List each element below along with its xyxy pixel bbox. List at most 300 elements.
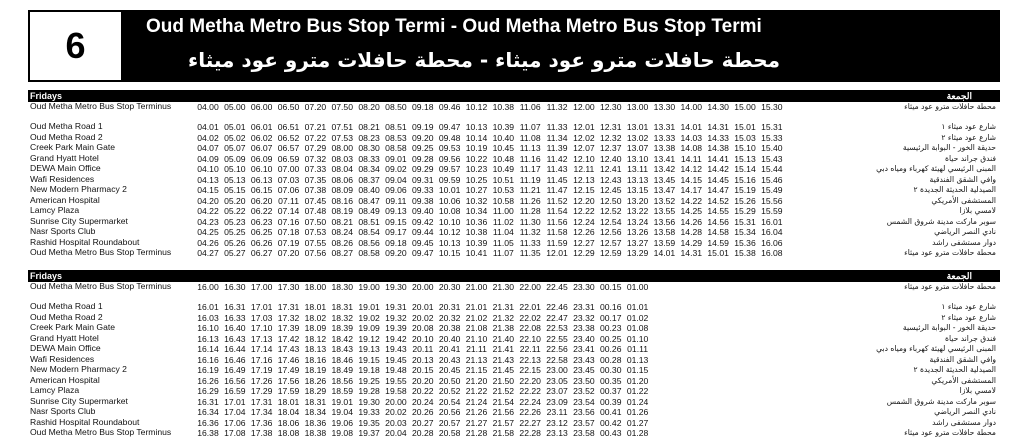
departure-time: 12.52 — [599, 206, 622, 216]
departure-time: 16.30 — [224, 282, 246, 292]
departure-time: 22.53 — [546, 323, 568, 333]
stop-name: Creek Park Main Gate — [30, 142, 116, 152]
departure-time: 10.12 — [438, 227, 461, 237]
departure-time: 14.47 — [707, 185, 729, 195]
departure-time: 19.42 — [385, 333, 407, 344]
departure-time: 21.31 — [492, 302, 515, 312]
departure-time: 12.37 — [599, 143, 622, 153]
table-row — [28, 428, 1000, 448]
departure-time: 11.02 — [492, 216, 514, 227]
departure-time: 08.19 — [331, 206, 353, 216]
departure-time: 05.13 — [224, 174, 246, 185]
departure-time: 09.17 — [385, 227, 407, 237]
departure-time: 15.43 — [761, 153, 783, 164]
stop-name-arabic: نادي النصر الرياضي — [934, 407, 996, 416]
departure-time: 14.33 — [707, 132, 729, 143]
departure-time: 20.28 — [412, 428, 434, 438]
departure-time: 16.38 — [197, 428, 219, 438]
departure-time: 16.01 — [761, 216, 783, 227]
departure-time: 12.59 — [599, 248, 622, 258]
departure-time: 10.25 — [465, 174, 488, 185]
departure-time: 20.54 — [438, 396, 461, 407]
departure-time: 15.36 — [734, 237, 756, 248]
departure-time: 18.04 — [277, 407, 300, 417]
departure-time: 11.32 — [546, 102, 568, 112]
departure-time: 15.01 — [734, 122, 756, 132]
departure-time: 06.22 — [250, 206, 273, 216]
departure-time: 06.00 — [250, 102, 273, 112]
departure-time: 09.29 — [412, 164, 434, 174]
stop-name-arabic: سوبر ماركت مدينة شروق الشمس — [886, 396, 996, 406]
departure-time: 00.41 — [599, 407, 622, 417]
stop-name: DEWA Main Office — [30, 163, 101, 173]
departure-time: 07.21 — [304, 122, 327, 132]
departure-time: 12.54 — [599, 216, 622, 227]
departure-time: 07.38 — [304, 185, 327, 195]
departure-time: 13.47 — [653, 185, 676, 195]
departure-time: 16.29 — [197, 386, 219, 396]
departure-time: 18.09 — [304, 323, 327, 333]
departure-time: 10.23 — [465, 164, 488, 174]
departure-time: 15.59 — [761, 206, 783, 216]
departure-time: 15.33 — [761, 132, 783, 143]
departure-time: 16.10 — [197, 323, 219, 333]
departure-time: 12.30 — [599, 102, 622, 112]
table-row — [28, 313, 1000, 324]
departure-time: 11.42 — [546, 153, 568, 164]
departure-time: 19.06 — [331, 417, 353, 428]
departure-time: 08.04 — [331, 164, 353, 174]
departure-time: 23.57 — [573, 417, 595, 428]
departure-time: 17.34 — [250, 407, 273, 417]
stop-name: DEWA Main Office — [30, 343, 101, 353]
departure-time: 08.03 — [331, 153, 353, 164]
departure-time: 00.35 — [599, 375, 622, 386]
departure-time: 21.40 — [492, 333, 515, 344]
departure-time: 19.45 — [385, 354, 407, 365]
departure-time: 21.41 — [492, 344, 515, 354]
departure-time: 23.52 — [573, 386, 595, 396]
departure-time: 09.56 — [438, 153, 461, 164]
departure-time: 07.06 — [277, 185, 300, 195]
timetable-header — [28, 10, 1000, 82]
departure-time: 21.38 — [492, 323, 515, 333]
departure-time: 01.22 — [626, 386, 649, 396]
departure-time: 22.20 — [519, 375, 541, 386]
departure-time: 17.31 — [250, 396, 273, 407]
stop-name: Oud Metha Road 2 — [30, 131, 103, 142]
departure-time: 15.40 — [761, 143, 783, 153]
departure-time: 10.14 — [465, 132, 488, 143]
departure-time: 09.20 — [385, 248, 407, 258]
departure-time: 13.59 — [653, 237, 676, 248]
departure-time: 16.03 — [197, 312, 219, 323]
stop-name-arabic: وافي الشقق الفندقية — [929, 354, 996, 364]
departure-time: 06.13 — [250, 174, 273, 185]
departure-time: 11.19 — [519, 174, 541, 185]
departure-time: 19.28 — [358, 386, 380, 396]
departure-time: 15.34 — [734, 227, 756, 237]
departure-time: 16.31 — [197, 396, 219, 407]
departure-time: 11.33 — [546, 122, 568, 132]
departure-time: 21.57 — [492, 417, 515, 428]
departure-time: 08.40 — [358, 185, 380, 195]
departure-time: 15.29 — [734, 206, 756, 216]
departure-time: 04.13 — [197, 174, 219, 185]
departure-time: 11.30 — [519, 216, 541, 227]
stop-name-arabic: حديقة الخور - البوابة الرئيسية — [902, 143, 996, 152]
departure-time: 13.13 — [626, 174, 649, 185]
departure-time: 20.50 — [438, 375, 461, 386]
departure-time: 01.20 — [626, 375, 649, 386]
stop-name-arabic: المبنى الرئيسي لهيئة كهرباء ومياه دبي — [876, 164, 996, 173]
departure-time: 23.50 — [573, 375, 595, 386]
departure-time: 17.14 — [250, 344, 273, 354]
departure-time: 09.18 — [412, 102, 434, 112]
departure-time: 04.25 — [197, 227, 219, 237]
departure-time: 19.30 — [385, 282, 407, 292]
departure-time: 08.06 — [331, 174, 353, 185]
departure-time: 12.11 — [573, 164, 595, 174]
departure-time: 13.24 — [626, 216, 649, 227]
departure-time: 10.19 — [465, 143, 488, 153]
departure-time: 04.09 — [197, 153, 219, 164]
departure-time: 10.01 — [438, 185, 461, 195]
departure-time: 08.58 — [385, 143, 407, 153]
departure-time: 12.50 — [599, 195, 622, 206]
departure-time: 11.13 — [519, 143, 541, 153]
departure-time: 11.17 — [519, 164, 541, 174]
section-header — [28, 90, 1000, 102]
departure-time: 16.44 — [224, 344, 246, 354]
departure-time: 04.27 — [197, 248, 219, 258]
departure-time: 09.44 — [412, 227, 434, 237]
departure-time: 11.26 — [519, 195, 541, 206]
departure-time: 22.26 — [519, 407, 541, 417]
departure-time: 23.58 — [573, 428, 595, 438]
table-row — [28, 164, 1000, 175]
stop-name: Oud Metha Metro Bus Stop Terminus — [30, 101, 172, 111]
departure-time: 00.15 — [599, 282, 622, 292]
departure-time: 16.19 — [197, 365, 219, 375]
stop-name: Rashid Hospital Roundabout — [30, 236, 140, 247]
departure-time: 01.27 — [626, 417, 649, 428]
departure-time: 19.37 — [358, 428, 380, 438]
departure-time: 14.08 — [680, 143, 703, 153]
departure-time: 20.11 — [412, 344, 434, 354]
departure-time: 13.15 — [626, 185, 649, 195]
departure-time: 06.23 — [250, 216, 273, 227]
departure-time: 23.41 — [573, 344, 595, 354]
departure-time: 11.05 — [492, 237, 514, 248]
departure-time: 09.04 — [385, 174, 407, 185]
stop-name: Lamcy Plaza — [30, 385, 80, 395]
departure-time: 07.53 — [331, 132, 353, 143]
timetable-section-1 — [28, 90, 1000, 268]
departure-time: 20.27 — [412, 417, 434, 428]
departure-time: 13.30 — [653, 102, 676, 112]
departure-time: 15.00 — [734, 102, 756, 112]
stop-name: New Modern Pharmacy 2 — [30, 364, 127, 374]
departure-time: 11.07 — [492, 248, 514, 258]
departure-time: 19.32 — [385, 312, 407, 323]
departure-time: 07.16 — [277, 216, 300, 227]
departure-time: 01.08 — [626, 323, 649, 333]
departure-time: 07.51 — [331, 122, 353, 132]
departure-time: 06.26 — [250, 237, 273, 248]
departure-time: 19.39 — [385, 323, 407, 333]
departure-time: 04.00 — [197, 102, 219, 112]
departure-time: 14.25 — [680, 206, 703, 216]
departure-time: 23.45 — [573, 365, 595, 375]
departure-time: 17.16 — [250, 354, 273, 365]
departure-time: 15.16 — [734, 174, 756, 185]
departure-time: 08.00 — [331, 143, 353, 153]
departure-time: 05.00 — [224, 102, 246, 112]
departure-time: 17.43 — [277, 344, 300, 354]
departure-time: 21.22 — [465, 386, 488, 396]
departure-time: 20.31 — [438, 302, 461, 312]
departure-time: 04.26 — [197, 237, 219, 248]
departure-time: 21.52 — [492, 386, 515, 396]
departure-time: 06.25 — [250, 227, 273, 237]
departure-time: 14.56 — [707, 216, 729, 227]
departure-time: 05.26 — [224, 237, 246, 248]
stop-name: Grand Hyatt Hotel — [30, 152, 99, 163]
departure-time: 12.40 — [599, 153, 622, 164]
departure-time: 15.46 — [761, 174, 783, 185]
departure-time: 14.55 — [707, 206, 729, 216]
departure-time: 07.53 — [304, 227, 327, 237]
departure-time: 05.02 — [224, 132, 246, 143]
departure-time: 21.32 — [492, 312, 515, 323]
departure-time: 20.26 — [412, 407, 434, 417]
departure-time: 21.43 — [492, 354, 515, 365]
departure-time: 12.57 — [599, 237, 622, 248]
departure-time: 20.57 — [438, 417, 461, 428]
departure-time: 20.08 — [412, 323, 434, 333]
departure-time: 19.48 — [385, 365, 407, 375]
departure-time: 20.03 — [385, 417, 407, 428]
departure-time: 20.40 — [438, 333, 461, 344]
departure-time: 00.42 — [599, 417, 622, 428]
departure-time: 19.04 — [331, 407, 353, 417]
table-row — [28, 238, 1000, 249]
departure-time: 20.02 — [412, 312, 434, 323]
stop-name-arabic: وافي الشقق الفندقية — [929, 174, 996, 184]
stop-name: Creek Park Main Gate — [30, 322, 116, 332]
departure-time: 23.54 — [573, 396, 595, 407]
departure-time: 13.00 — [626, 102, 649, 112]
departure-time: 20.00 — [385, 396, 407, 407]
departure-time: 10.32 — [465, 195, 488, 206]
table-row — [28, 418, 1000, 429]
departure-time: 21.00 — [465, 282, 488, 292]
departure-time: 05.15 — [224, 185, 246, 195]
departure-time: 04.15 — [197, 185, 219, 195]
departure-time: 10.15 — [438, 248, 461, 258]
departure-time: 17.03 — [250, 312, 273, 323]
departure-time: 11.16 — [519, 153, 541, 164]
departure-time: 18.39 — [331, 323, 353, 333]
departure-time: 04.20 — [197, 195, 219, 206]
departure-time: 14.01 — [653, 248, 676, 258]
departure-time: 09.46 — [438, 102, 461, 112]
departure-time: 16.31 — [224, 302, 246, 312]
departure-time: 18.42 — [331, 333, 353, 344]
departure-time: 23.56 — [573, 407, 595, 417]
departure-time: 12.07 — [573, 143, 595, 153]
departure-time: 22.28 — [519, 428, 541, 438]
departure-time: 22.10 — [519, 333, 541, 344]
departure-time: 12.00 — [573, 102, 595, 112]
departure-time: 07.56 — [304, 248, 327, 258]
route-number: 6 — [28, 10, 123, 82]
departure-time: 11.56 — [546, 216, 568, 227]
stop-name-arabic: محطة حافلات مترو عود ميثاء — [904, 428, 996, 437]
departure-time: 10.34 — [465, 206, 488, 216]
departure-time: 12.56 — [599, 227, 622, 237]
departure-time: 21.27 — [465, 417, 488, 428]
departure-time: 14.58 — [707, 227, 729, 237]
departure-time: 23.05 — [546, 375, 568, 386]
table-row — [28, 143, 1000, 154]
departure-time: 17.56 — [277, 375, 300, 386]
stop-name: American Hospital — [30, 374, 100, 385]
departure-time: 22.45 — [546, 282, 568, 292]
departure-time: 11.32 — [519, 227, 541, 237]
departure-time: 14.01 — [680, 122, 703, 132]
departure-time: 10.45 — [492, 143, 515, 153]
table-row — [28, 302, 1000, 313]
departure-time: 18.13 — [304, 344, 327, 354]
departure-time: 09.47 — [412, 248, 434, 258]
stop-name-arabic: محطة حافلات مترو عود ميثاء — [904, 102, 996, 111]
departure-time: 11.07 — [519, 122, 541, 132]
departure-time: 06.52 — [277, 132, 300, 143]
departure-time: 23.11 — [546, 407, 568, 417]
stop-name: Wafi Residences — [30, 173, 95, 184]
departure-time: 09.31 — [412, 174, 434, 185]
departure-time: 22.24 — [519, 396, 541, 407]
departure-time: 12.15 — [573, 185, 595, 195]
departure-time: 21.08 — [465, 323, 488, 333]
departure-time: 08.51 — [385, 122, 407, 132]
departure-time: 14.03 — [680, 132, 703, 143]
departure-time: 13.55 — [653, 206, 676, 216]
departure-time: 12.01 — [573, 122, 595, 132]
table-row — [28, 365, 1000, 376]
departure-time: 09.53 — [438, 143, 461, 153]
departure-time: 14.41 — [707, 153, 729, 164]
departure-time: 07.11 — [278, 195, 299, 206]
departure-time: 09.02 — [385, 164, 407, 174]
departure-time: 19.08 — [331, 428, 353, 438]
departure-time: 19.01 — [331, 396, 353, 407]
departure-time: 17.31 — [277, 302, 300, 312]
departure-time: 13.26 — [626, 227, 649, 237]
departure-time: 21.02 — [465, 312, 488, 323]
departure-time: 12.24 — [573, 216, 595, 227]
departure-time: 08.27 — [331, 248, 353, 258]
stop-name: American Hospital — [30, 194, 100, 205]
departure-time: 15.56 — [761, 195, 783, 206]
departure-time: 18.16 — [304, 354, 327, 365]
departure-time: 13.02 — [626, 132, 649, 143]
departure-time: 23.00 — [546, 365, 568, 375]
departure-time: 23.40 — [573, 333, 595, 344]
departure-time: 15.26 — [734, 195, 756, 206]
departure-time: 19.09 — [358, 323, 380, 333]
departure-time: 19.02 — [358, 312, 380, 323]
departure-time: 07.55 — [304, 237, 327, 248]
departure-time: 22.46 — [546, 302, 568, 312]
stop-name-arabic: لامسي بلازا — [959, 206, 996, 215]
departure-time: 21.13 — [465, 354, 488, 365]
departure-time: 05.25 — [224, 227, 246, 237]
departure-time: 04.01 — [197, 122, 219, 132]
departure-time: 20.13 — [412, 354, 434, 365]
departure-time: 16.14 — [197, 344, 219, 354]
departure-time: 11.00 — [492, 206, 514, 216]
departure-time: 14.12 — [680, 164, 703, 174]
departure-time: 15.14 — [734, 164, 756, 174]
departure-time: 17.26 — [250, 375, 273, 386]
departure-time: 23.38 — [573, 323, 595, 333]
departure-time: 00.43 — [599, 428, 622, 438]
departure-time: 06.10 — [250, 164, 273, 174]
departure-time: 20.32 — [438, 312, 461, 323]
departure-time: 21.58 — [492, 428, 515, 438]
table-row — [28, 376, 1000, 387]
table-row — [28, 334, 1000, 345]
table-row — [28, 397, 1000, 408]
departure-time: 01.13 — [626, 354, 649, 365]
departure-time: 14.31 — [707, 122, 729, 132]
departure-time: 16.00 — [197, 282, 219, 292]
departure-time: 21.54 — [492, 396, 515, 407]
departure-time: 21.11 — [466, 344, 487, 354]
departure-time: 12.27 — [573, 237, 595, 248]
departure-time: 22.02 — [519, 312, 541, 323]
departure-time: 18.26 — [304, 375, 327, 386]
departure-time: 17.49 — [277, 365, 300, 375]
departure-time: 15.31 — [734, 216, 756, 227]
departure-time: 04.23 — [197, 216, 219, 227]
departure-time: 15.44 — [761, 164, 783, 174]
table-row — [28, 248, 1000, 268]
departure-time: 13.07 — [626, 143, 649, 153]
departure-time: 20.00 — [412, 282, 434, 292]
departure-time: 09.11 — [385, 195, 407, 206]
departure-time: 20.41 — [438, 344, 461, 354]
departure-time: 13.56 — [653, 216, 676, 227]
departure-time: 14.59 — [707, 237, 729, 248]
departure-time: 18.31 — [331, 302, 353, 312]
departure-time: 15.30 — [761, 102, 783, 112]
departure-time: 08.26 — [331, 237, 353, 248]
departure-time: 05.09 — [224, 153, 246, 164]
stop-name: Wafi Residences — [30, 353, 95, 364]
departure-time: 09.28 — [412, 153, 434, 164]
departure-time: 16.46 — [224, 354, 246, 365]
departure-time: 11.45 — [546, 174, 568, 185]
departure-time: 19.35 — [358, 417, 380, 428]
departure-time: 15.03 — [734, 132, 756, 143]
departure-time: 11.35 — [519, 248, 541, 258]
stop-name: Nasr Sports Club — [30, 406, 96, 416]
departure-time: 00.26 — [599, 344, 622, 354]
